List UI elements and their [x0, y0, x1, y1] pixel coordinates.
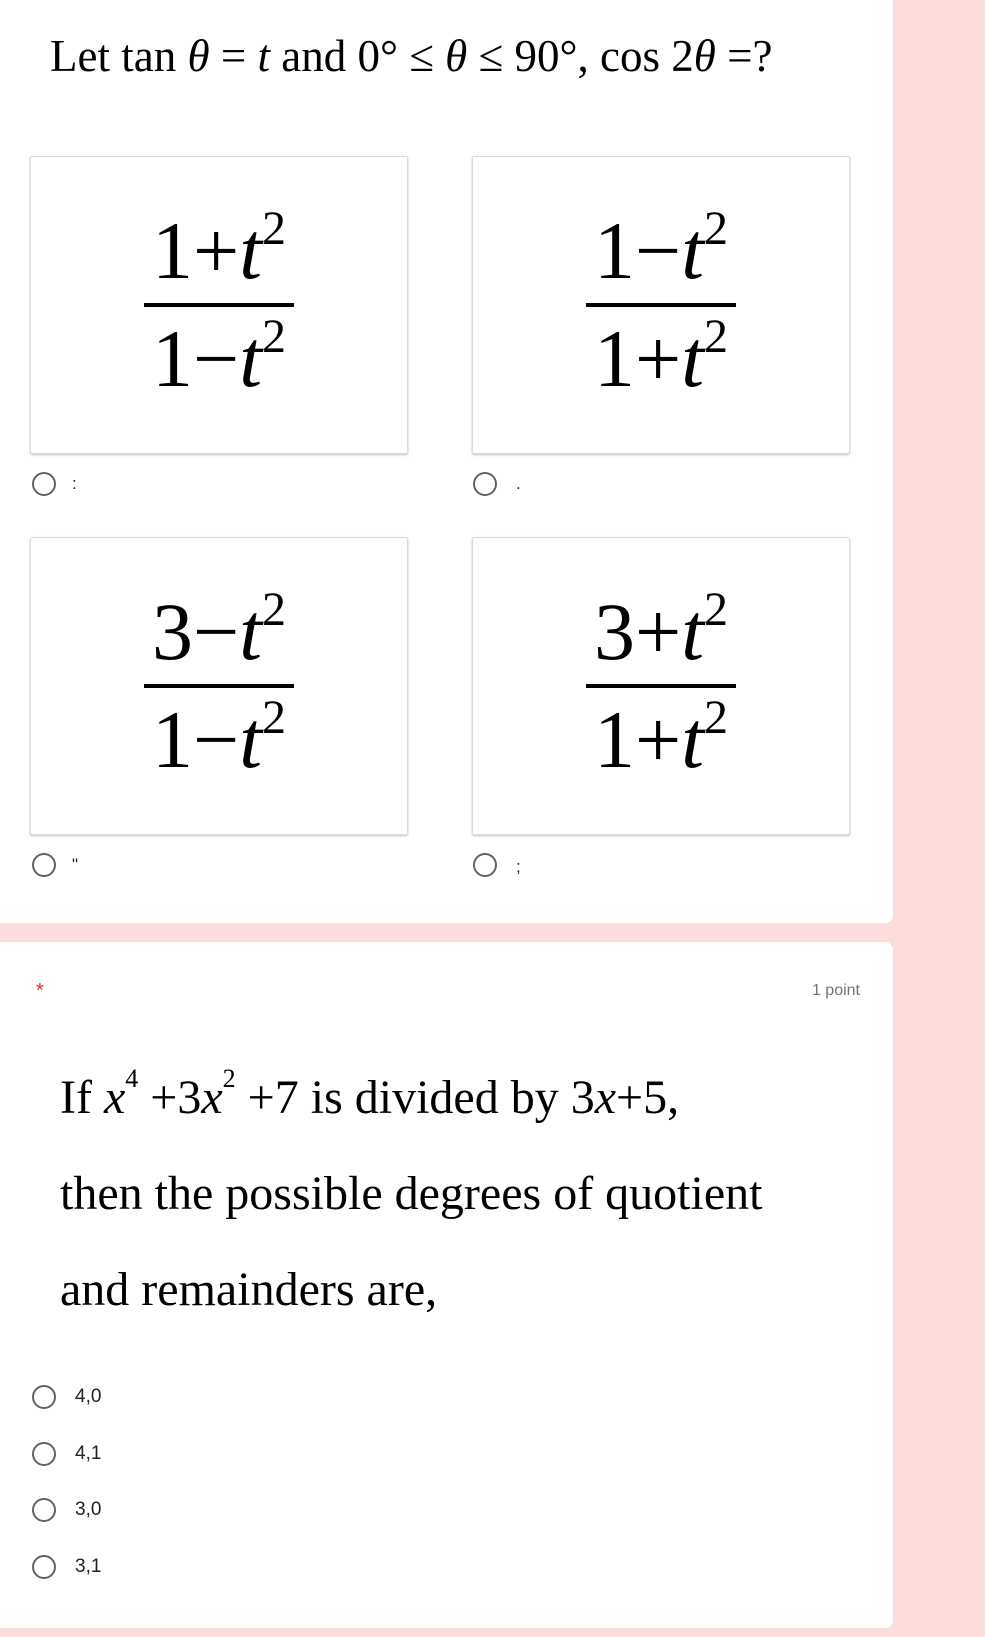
denominator-b: 1+ — [593, 313, 682, 404]
q1-cos: cos 2 — [599, 31, 694, 81]
option-a-image[interactable] — [30, 156, 408, 454]
question-1-text — [50, 26, 772, 86]
numerator-b: 1− — [593, 205, 682, 296]
q1-prefix: Let — [50, 31, 122, 81]
var-t: t — [681, 205, 705, 296]
q1-theta: θ — [187, 31, 210, 81]
q2-if: If — [60, 1071, 104, 1124]
q1-eq: = — [209, 31, 258, 81]
radio-option-a[interactable] — [32, 472, 56, 496]
exponent: 2 — [222, 1064, 236, 1093]
q1-t: t — [257, 31, 270, 81]
radio-choice-4[interactable] — [32, 1555, 56, 1579]
fraction-b — [586, 202, 736, 405]
fraction-bar — [586, 684, 736, 688]
option-b-label: . — [516, 474, 521, 493]
option-b-image[interactable] — [472, 156, 850, 454]
q1-tan: tan — [121, 31, 188, 81]
radio-option-b[interactable] — [473, 472, 497, 496]
q1-end: =? — [715, 31, 773, 81]
q1-theta3: θ — [693, 31, 716, 81]
exponent: 2 — [704, 310, 729, 363]
points-label: 1 point — [811, 982, 860, 999]
q2-line-2: then the possible degrees of quotient — [60, 1167, 763, 1220]
var-t: t — [239, 694, 263, 785]
radio-choice-1[interactable] — [32, 1385, 56, 1409]
q2-text: +7 is divided by — [235, 1071, 571, 1124]
option-d-label: ; — [516, 857, 521, 876]
var-x: x — [201, 1071, 223, 1124]
exponent: 2 — [704, 691, 729, 744]
question-card-2 — [0, 942, 893, 1628]
numerator-c: 3− — [151, 586, 240, 677]
denominator-c: 1− — [151, 694, 240, 785]
fraction-bar — [144, 684, 294, 688]
denominator-d: 1+ — [593, 694, 682, 785]
numerator-d: 3+ — [593, 586, 682, 677]
exponent: 4 — [125, 1064, 139, 1093]
choice-label-3: 3,0 — [75, 1499, 102, 1520]
question-2-text — [60, 1050, 860, 1338]
exponent: 2 — [262, 583, 287, 636]
var-x: x — [103, 1071, 126, 1124]
var-t: t — [681, 586, 705, 677]
exponent: 2 — [704, 202, 729, 255]
exponent: 2 — [262, 310, 287, 363]
q2-line-3: and remainders are, — [60, 1263, 438, 1316]
var-t: t — [239, 205, 263, 296]
var-x: x — [594, 1071, 617, 1124]
q2-divisor-end: +5, — [616, 1071, 680, 1124]
radio-choice-2[interactable] — [32, 1442, 56, 1466]
q1-and: and — [269, 31, 358, 81]
q1-range: 0° ≤ — [357, 31, 446, 81]
denominator-a: 1− — [151, 313, 240, 404]
var-t: t — [239, 586, 263, 677]
required-asterisk: * — [36, 980, 44, 1002]
numerator-a: 1+ — [151, 205, 240, 296]
fraction-d — [586, 583, 736, 786]
choice-label-1: 4,0 — [75, 1386, 102, 1407]
exponent: 2 — [262, 691, 287, 744]
q2-divisor-coef: 3 — [570, 1071, 595, 1124]
fraction-a — [144, 202, 294, 405]
q1-theta2: θ — [445, 31, 468, 81]
q1-range-end: ≤ 90°, — [467, 31, 600, 81]
var-t: t — [681, 313, 705, 404]
fraction-bar — [586, 303, 736, 307]
radio-choice-3[interactable] — [32, 1498, 56, 1522]
var-t: t — [239, 313, 263, 404]
q2-line-1 — [60, 1050, 860, 1146]
exponent: 2 — [704, 583, 729, 636]
option-d-image[interactable] — [472, 537, 850, 835]
exponent: 2 — [262, 202, 287, 255]
fraction-c — [144, 583, 294, 786]
option-c-label: " — [72, 855, 79, 874]
choice-label-2: 4,1 — [75, 1443, 102, 1464]
choice-label-4: 3,1 — [75, 1556, 102, 1577]
option-a-label: : — [72, 474, 77, 493]
option-c-image[interactable] — [30, 537, 408, 835]
q2-term: +3 — [138, 1071, 202, 1124]
fraction-bar — [144, 303, 294, 307]
var-t: t — [681, 694, 705, 785]
radio-option-c[interactable] — [32, 853, 56, 877]
radio-option-d[interactable] — [473, 853, 497, 877]
